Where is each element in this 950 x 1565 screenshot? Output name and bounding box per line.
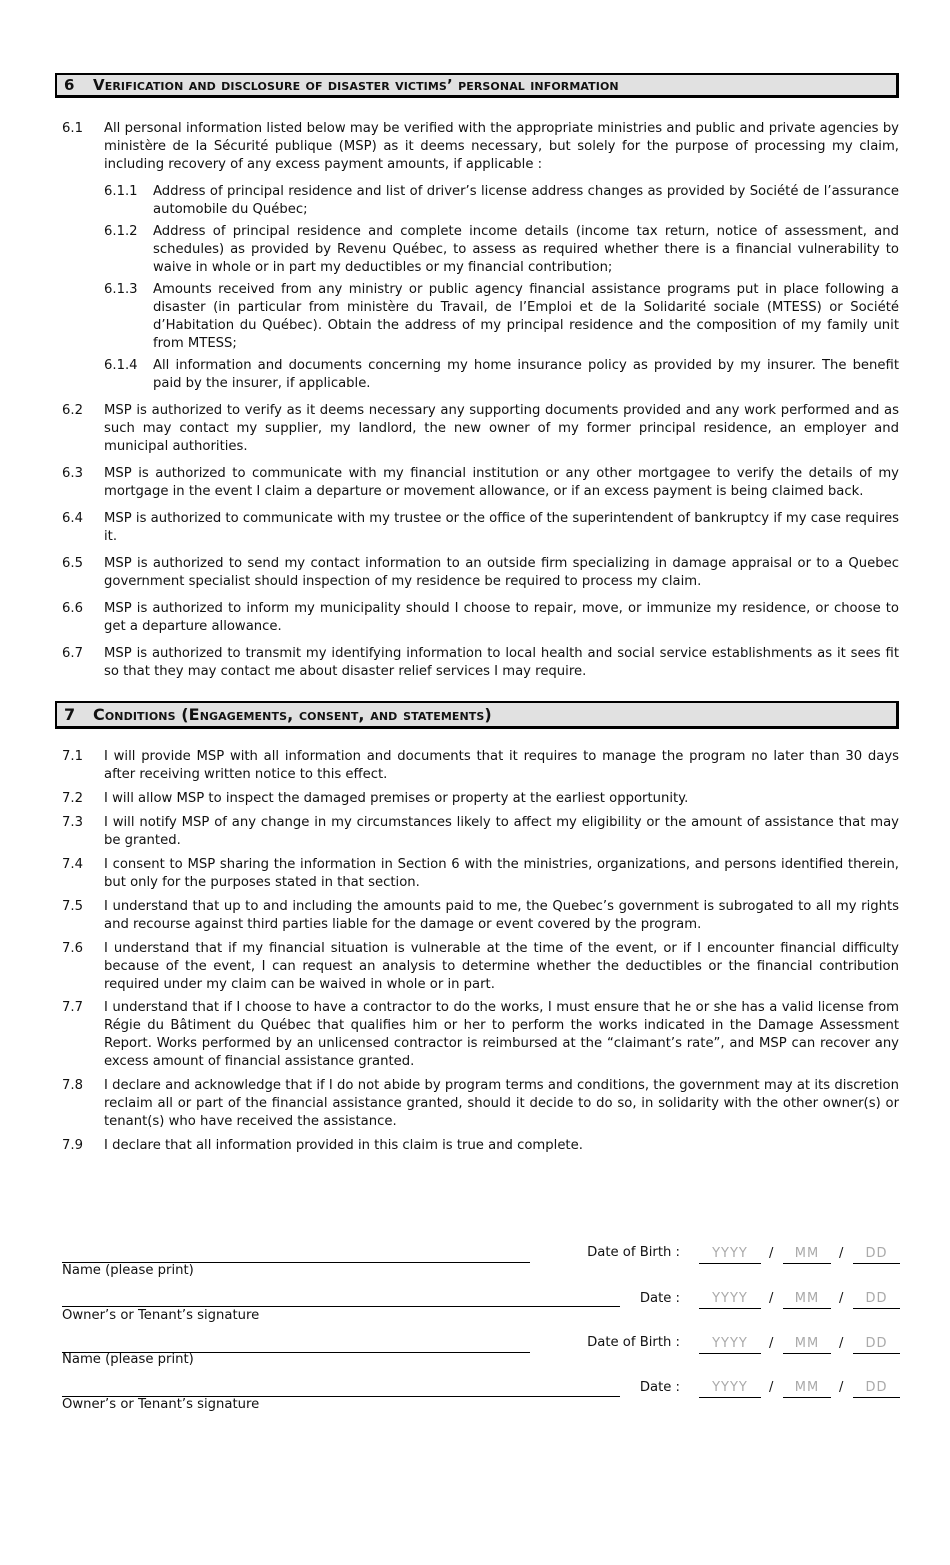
- date-label-1: Date :: [639, 1291, 680, 1306]
- clause-number: 6.5: [62, 556, 83, 571]
- clause-6-1: [62, 120, 899, 174]
- date-day-field-2[interactable]: DD: [853, 1378, 900, 1398]
- clause-text: Address of principal residence and complete income details (income tax return, notice of assessment, and schedules) as provided by Revenu Québec, to assess as required whether there is a financial vulnerability to waive in whole or in part my deductibles or my financial contribution;: [153, 224, 899, 275]
- dob-year-field-1[interactable]: YYYY: [699, 1244, 761, 1264]
- date-month-field-2[interactable]: MM: [783, 1378, 831, 1398]
- dob-month-field-2[interactable]: MM: [783, 1334, 831, 1354]
- clause-6-2: [62, 402, 899, 456]
- date-year-field-1[interactable]: YYYY: [699, 1289, 761, 1309]
- clause-number: 6.1.1: [104, 184, 138, 199]
- section-7-number: 7: [64, 705, 76, 724]
- clause-text: MSP is authorized to inform my municipality should I choose to repair, move, or immunize my residence, or choose to get a departure allowance.: [104, 601, 899, 634]
- section-6-number: 6: [64, 76, 75, 94]
- signature-field-1[interactable]: [62, 1306, 620, 1307]
- clause-7-5: [62, 898, 899, 934]
- clause-6-1-4: [104, 357, 899, 393]
- clause-number: 6.4: [62, 511, 83, 526]
- clause-number: 7.8: [62, 1078, 83, 1093]
- clause-number: 7.7: [62, 1000, 83, 1015]
- clause-number: 7.6: [62, 941, 83, 956]
- clause-text: I consent to MSP sharing the information in Section 6 with the ministries, organizations, and persons identified therein, but only for the purposes stated in that section.: [104, 857, 899, 890]
- section-7-header: [55, 701, 899, 729]
- clause-6-3: [62, 465, 899, 501]
- clause-number: 6.6: [62, 601, 83, 616]
- name-label-1: Name (please print): [62, 1263, 194, 1278]
- clause-text: I understand that if I choose to have a contractor to do the works, I must ensure that he or she has a valid license from Régie du Bâtiment du Québec that qualifies him or her to perform the works indicated in the Damage Assessment Report. Works performed by an unlicensed contractor is reimbursed at the “claimant’s rate”, and MSP can recover any excess amount of financial assistance granted.: [104, 1000, 899, 1069]
- clause-text: I will provide MSP with all information and documents that it requires to manage the program no later than 30 days after receiving written notice to this effect.: [104, 749, 899, 782]
- dob-day-field-2[interactable]: DD: [853, 1334, 900, 1354]
- clause-text: MSP is authorized to communicate with my trustee or the office of the superintendent of bankruptcy if my case requires it.: [104, 511, 899, 544]
- clause-6-4: [62, 510, 899, 546]
- section-6-header: [55, 73, 899, 98]
- clause-text: I declare that all information provided in this claim is true and complete.: [104, 1138, 583, 1153]
- date-separator: /: [769, 1336, 774, 1351]
- section-6-title: Verification and disclosure of disaster victims’ personal information: [93, 76, 619, 94]
- clause-number: 7.4: [62, 857, 83, 872]
- clause-7-6: [62, 940, 899, 994]
- clause-number: 6.2: [62, 403, 83, 418]
- clause-text: Amounts received from any ministry or public agency financial assistance programs put in place following a disaster (in particular from ministère du Travail, de l’Emploi et de la Solidarité sociale (MTESS) or Société d’Habitation du Québec). Obtain the address of my principal residence and the composition of my family unit from MTESS;: [153, 282, 899, 351]
- clause-6-7: [62, 645, 899, 681]
- clause-number: 7.3: [62, 815, 83, 830]
- clause-number: 7.2: [62, 791, 83, 806]
- clause-6-6: [62, 600, 899, 636]
- clause-text: MSP is authorized to transmit my identifying information to local health and social service establishments as it sees fit so that they may contact me about disaster relief services I may require.: [104, 646, 899, 679]
- dob-day-field-1[interactable]: DD: [853, 1244, 900, 1264]
- clause-text: I understand that up to and including the amounts paid to me, the Quebec’s government is subrogated to all my rights and recourse against third parties liable for the damage or event covered by the program.: [104, 899, 899, 932]
- clause-number: 6.1.3: [104, 282, 138, 297]
- date-separator: /: [769, 1246, 774, 1261]
- clause-text: I declare and acknowledge that if I do not abide by program terms and conditions, the government may at its discretion reclaim all or part of the financial assistance granted, should it decide to do so, in solidarity with the other owner(s) or tenant(s) who have received the assistance.: [104, 1078, 899, 1129]
- clause-number: 7.9: [62, 1138, 83, 1153]
- clause-text: I will notify MSP of any change in my circumstances likely to affect my eligibility or the amount of assistance that may be granted.: [104, 815, 899, 848]
- date-label-2: Date :: [639, 1380, 680, 1395]
- clause-6-1-3: [104, 281, 899, 353]
- clause-text: I will allow MSP to inspect the damaged premises or property at the earliest opportunity.: [104, 791, 689, 806]
- date-month-field-1[interactable]: MM: [783, 1289, 831, 1309]
- clause-6-5: [62, 555, 899, 591]
- clause-number: 7.1: [62, 749, 83, 764]
- date-separator: /: [839, 1291, 844, 1306]
- clause-7-2: [62, 790, 899, 808]
- clause-number: 6.1.2: [104, 224, 138, 239]
- clause-7-4: [62, 856, 899, 892]
- clause-7-9: [62, 1137, 899, 1155]
- date-separator: /: [839, 1246, 844, 1261]
- clause-number: 7.5: [62, 899, 83, 914]
- date-year-field-2[interactable]: YYYY: [699, 1378, 761, 1398]
- clause-text: All personal information listed below may be verified with the appropriate ministries and public and private agencies by ministère de la Sécurité publique (MSP) as it deems necessary, but solely for the purpose of processing my claim, including recovery of any excess payment amounts, if applicable :: [104, 121, 899, 172]
- clause-text: I understand that if my financial situation is vulnerable at the time of the event, or if I encounter financial difficulty because of the event, I can request an analysis to determine whether the deductibles or the financial contribution required under my claim can be waived in whole or in part.: [104, 941, 899, 992]
- clause-7-7: [62, 999, 899, 1071]
- date-day-field-1[interactable]: DD: [853, 1289, 900, 1309]
- signature-label-1: Owner’s or Tenant’s signature: [62, 1308, 260, 1323]
- clause-6-1-2: [104, 223, 899, 277]
- dob-label-2: Date of Birth :: [587, 1335, 680, 1350]
- name-label-2: Name (please print): [62, 1352, 194, 1367]
- clause-text: All information and documents concerning my home insurance policy as provided by my insurer. The benefit paid by the insurer, if applicable.: [153, 358, 899, 391]
- clause-number: 6.1: [62, 121, 83, 136]
- clause-number: 6.1.4: [104, 358, 138, 373]
- clause-number: 6.3: [62, 466, 83, 481]
- clause-7-8: [62, 1077, 899, 1131]
- clause-text: MSP is authorized to communicate with my financial institution or any other mortgagee to verify the details of my mortgage in the event I claim a departure or movement allowance, or if an excess payment is being claimed back.: [104, 466, 899, 499]
- clause-text: Address of principal residence and list of driver’s license address changes as provided by Société de l’assurance automobile du Québec;: [153, 184, 899, 217]
- date-separator: /: [839, 1336, 844, 1351]
- clause-number: 6.7: [62, 646, 83, 661]
- clause-text: MSP is authorized to send my contact information to an outside firm specializing in damage appraisal or to a Quebec government specialist should inspection of my residence be required to process my claim.: [104, 556, 899, 589]
- clause-6-1-1: [104, 183, 899, 219]
- section-7-title: Conditions (Engagements, consent, and statements): [93, 705, 492, 724]
- clause-text: MSP is authorized to verify as it deems necessary any supporting documents provided and any work performed and as such may contact my supplier, my landlord, the new owner of my former principal residence, an employer and municipal authorities.: [104, 403, 899, 454]
- dob-month-field-1[interactable]: MM: [783, 1244, 831, 1264]
- dob-label-1: Date of Birth :: [587, 1245, 680, 1260]
- date-separator: /: [769, 1291, 774, 1306]
- signature-label-2: Owner’s or Tenant’s signature: [62, 1397, 260, 1412]
- clause-7-3: [62, 814, 899, 850]
- date-separator: /: [769, 1380, 774, 1395]
- date-separator: /: [839, 1380, 844, 1395]
- clause-7-1: [62, 748, 899, 784]
- dob-year-field-2[interactable]: YYYY: [699, 1334, 761, 1354]
